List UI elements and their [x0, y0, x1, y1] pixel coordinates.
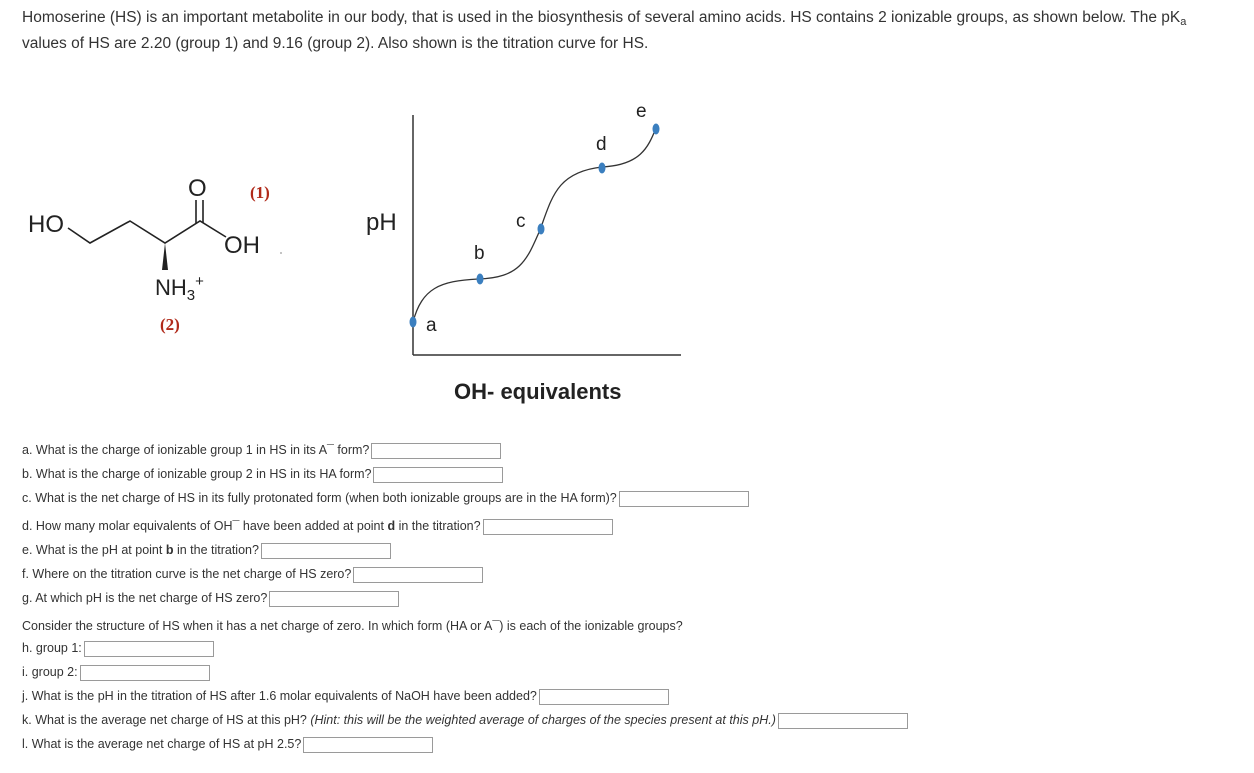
- answer-c-input[interactable]: [619, 491, 749, 507]
- question-b: [22, 464, 503, 484]
- x-axis-label: OH- equivalents: [454, 379, 622, 404]
- question-e-text-pre: e. What is the pH at point: [22, 543, 166, 557]
- consider-text: Consider the structure of HS when it has a net charge of zero. In which form (HA or A¯) is each of the ionizable groups?: [22, 619, 683, 633]
- question-g: [22, 588, 399, 608]
- question-a: [22, 440, 501, 460]
- nh3-label: [155, 273, 204, 304]
- carbonyl-o-label: O: [188, 175, 207, 202]
- question-k: [22, 710, 908, 730]
- point-c-label: c: [516, 211, 526, 232]
- answer-g-input[interactable]: [269, 591, 399, 607]
- nh3-subscript: 3: [186, 287, 196, 304]
- nh3-superscript: +: [195, 273, 204, 290]
- question-a-text: a. What is the charge of ionizable group 1 in HS in its A¯ form?: [22, 443, 370, 457]
- question-e: [22, 540, 391, 560]
- point-c-marker: [538, 224, 545, 235]
- answer-e-input[interactable]: [261, 543, 391, 559]
- group-2-label: (2): [160, 315, 180, 334]
- question-e-text-post: in the titration?: [173, 543, 259, 557]
- question-b-text: b. What is the charge of ionizable group 2 in HS in its HA form?: [22, 467, 372, 481]
- question-j-text: j. What is the pH in the titration of HS after 1.6 molar equivalents of NaOH have been added?: [22, 689, 537, 703]
- question-l: [22, 734, 433, 754]
- titration-curve: [366, 101, 681, 404]
- question-j: [22, 686, 669, 706]
- ho-label: HO: [28, 211, 64, 238]
- question-i-text: i. group 2:: [22, 665, 78, 679]
- question-f-text: f. Where on the titration curve is the net charge of HS zero?: [22, 567, 352, 581]
- question-k-text: k. What is the average net charge of HS at this pH?: [22, 713, 311, 727]
- question-d-text-pre: d. How many molar equivalents of OH¯ have been added at point: [22, 519, 388, 533]
- question-d-text-post: in the titration?: [395, 519, 481, 533]
- question-k-hint: (Hint: this will be the weighted average of charges of the species present at this pH.): [310, 713, 776, 727]
- question-h: [22, 638, 214, 658]
- question-g-text: g. At which pH is the net charge of HS zero?: [22, 591, 268, 605]
- point-d-marker: [599, 163, 606, 174]
- answer-k-input[interactable]: [778, 713, 908, 729]
- point-a-label: a: [426, 315, 437, 336]
- question-h-text: h. group 1:: [22, 641, 82, 655]
- wedge-bond: [162, 243, 168, 270]
- answer-f-input[interactable]: [353, 567, 483, 583]
- question-c: [22, 488, 749, 508]
- homoserine-structure: [28, 175, 282, 334]
- point-e-label: e: [636, 101, 647, 122]
- nh3-text: NH: [155, 275, 187, 300]
- question-f: [22, 564, 483, 584]
- question-c-text: c. What is the net charge of HS in its fully protonated form (when both ionizable groups are in the HA form)?: [22, 491, 617, 505]
- consider-text-row: [22, 616, 683, 636]
- question-d: [22, 516, 613, 536]
- answer-l-input[interactable]: [303, 737, 433, 753]
- answer-i-input[interactable]: [80, 665, 210, 681]
- question-d-bold: d: [387, 519, 396, 533]
- question-e-bold: b: [165, 543, 174, 557]
- point-b-marker: [477, 274, 484, 285]
- answer-j-input[interactable]: [539, 689, 669, 705]
- intro-text: Homoserine (HS) is an important metabolite in our body, that is used in the biosynthesis of several amino acids. HS contains 2 ionizable groups, as shown below. The pK: [22, 9, 1181, 26]
- group-1-label: (1): [250, 183, 270, 202]
- intro-subscript: a: [1180, 16, 1187, 28]
- question-i: [22, 662, 210, 682]
- titration-line: [413, 128, 656, 322]
- answer-d-input[interactable]: [483, 519, 613, 535]
- y-axis-label: pH: [366, 209, 397, 236]
- answer-h-input[interactable]: [84, 641, 214, 657]
- oh-label: OH: [224, 232, 260, 259]
- point-b-label: b: [474, 243, 485, 264]
- question-l-text: l. What is the average net charge of HS at pH 2.5?: [22, 737, 302, 751]
- carbon-chain: [68, 221, 226, 243]
- dot-mark: [280, 252, 282, 254]
- answer-b-input[interactable]: [373, 467, 503, 483]
- point-d-label: d: [596, 134, 607, 155]
- answer-a-input[interactable]: [371, 443, 501, 459]
- intro-text-2: values of HS are 2.20 (group 1) and 9.16 (group 2). Also shown is the titration curve for HS.: [22, 35, 649, 52]
- point-e-marker: [653, 124, 660, 135]
- point-a-marker: [410, 317, 417, 328]
